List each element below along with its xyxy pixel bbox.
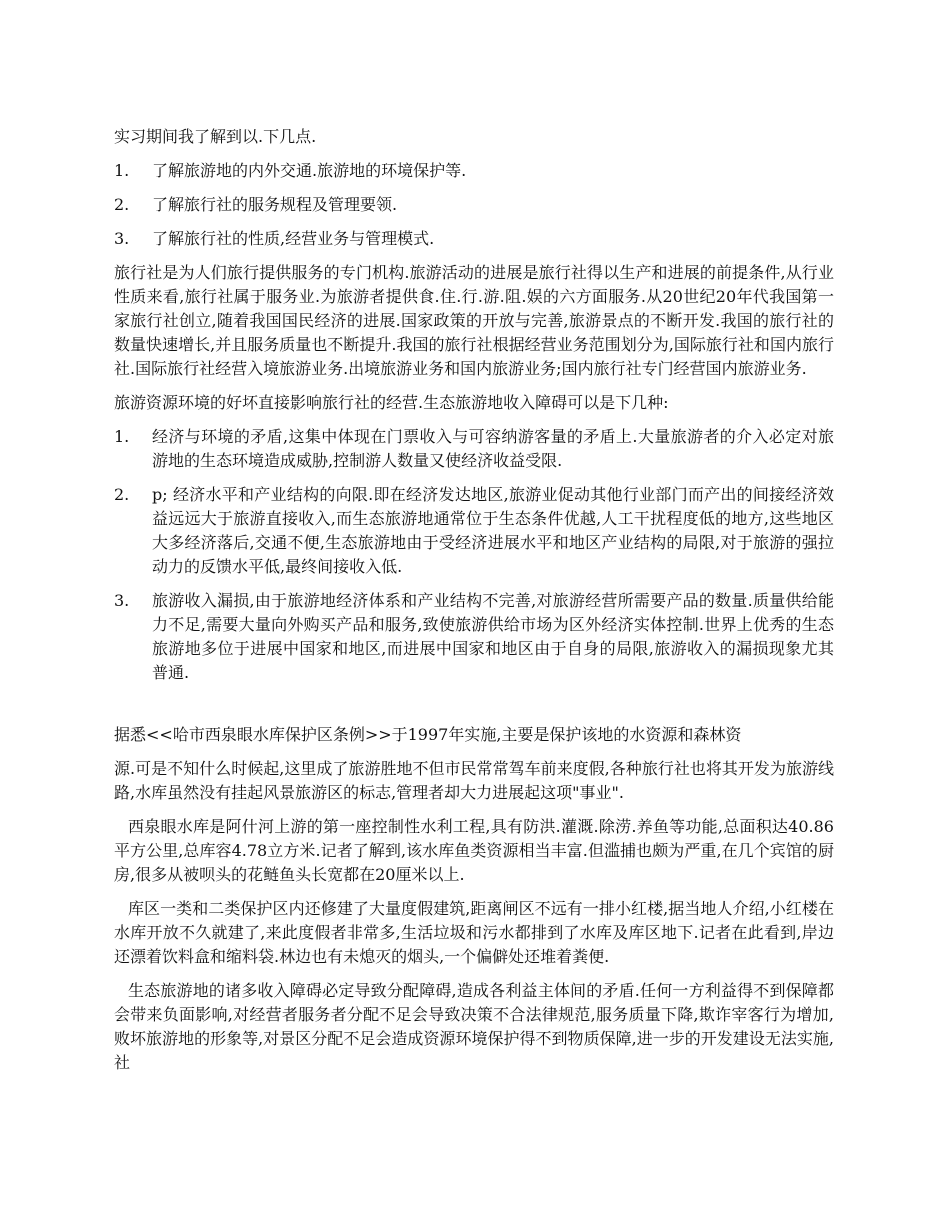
list-item: [114, 227, 834, 251]
list-number: 2.: [114, 485, 130, 504]
intro-paragraph: 实习期间我了解到以.下几点.: [114, 127, 317, 146]
regulation-paragraph: 据悉<<哈市西泉眼水库保护区条例>>于1997年实施,主要是保护该地的水资源和森林资: [114, 725, 742, 744]
list-item: [114, 193, 834, 217]
list-text: 了解旅游地的内外交通.旅游地的环境保护等.: [152, 161, 467, 180]
list-item: [114, 589, 834, 685]
list-number: 3.: [114, 591, 130, 610]
list-text: 经济与环境的矛盾,这集中体现在门票收入与可容纳游客量的矛盾上.大量旅游者的介入必定对旅游地的生态环境造成威胁,控制游人数量又使经济收益受限.: [152, 427, 834, 470]
list-item: [114, 425, 834, 473]
list-text: 了解旅行社的服务规程及管理要领.: [152, 195, 398, 214]
document-body: [114, 125, 834, 1085]
list-number: 2.: [114, 195, 130, 214]
list-text: 了解旅行社的性质,经营业务与管理模式.: [152, 229, 435, 248]
list-number: 3.: [114, 229, 130, 248]
obstacle-list: [114, 425, 834, 685]
list-number: 1.: [114, 161, 130, 180]
section-spacer: [114, 695, 834, 723]
income-paragraph: 生态旅游地的诸多收入障碍必定导致分配障碍,造成各利益主体间的矛盾.任何一方利益得不到保障都会带来负面影响,对经营者服务者分配不足会导致决策不合法律规范,服务质量下降,欺诈宰客行为增加,败坏旅游地的形象等,对景区分配不足会造成资源环境保护得不到物质保障,进一步的开发建设无法实施,社: [114, 981, 834, 1072]
environment-paragraph: 旅游资源环境的好坏直接影响旅行社的经营.生态旅游地收入障碍可以是下几种:: [114, 393, 669, 412]
agency-paragraph: 旅行社是为人们旅行提供服务的专门机构.旅游活动的进展是旅行社得以生产和进展的前提条件,从行业性质来看,旅行社属于服务业.为旅游者提供食.住.行.游.阻.娱的六方面服务.从20世纪20年代我国第一家旅行社创立,随着我国国民经济的进展.国家政策的开放与完善,旅游景点的不断开发.我国的旅行社的数量快速增长,并且服务质量也不断提升.我国的旅行社根据经营业务范围划分为,国际旅行社和国内旅行社.国际旅行社经营入境旅游业务.出境旅游业务和国内旅游业务;国内旅行社专门经营国内旅游业务.: [114, 263, 834, 378]
buildings-paragraph: 库区一类和二类保护区内还修建了大量度假建筑,距离闸区不远有一排小红楼,据当地人介绍,小红楼在水库开放不久就建了,来此度假者非常多,生活垃圾和污水都排到了水库及库区地下.记者在此看到,岸边还漂着饮料盒和缩料袋.林边也有未熄灭的烟头,一个偏僻处还堆着粪便.: [114, 899, 834, 966]
reservoir-paragraph: 西泉眼水库是阿什河上游的第一座控制性水利工程,具有防洪.灌溉.除涝.养鱼等功能,总面积达40.86平方公里,总库容4.78立方米.记者了解到,该水库鱼类资源相当丰富.但滥捕也颇为严重,在几个宾馆的厨房,很多从被呗头的花鲢鱼头长宽都在20厘米以上.: [114, 817, 834, 884]
learning-list: [114, 159, 834, 251]
list-text: p; 经济水平和产业结构的向限.即在经济发达地区,旅游业促动其他行业部门而产出的间接经济效益远远大于旅游直接收入,而生态旅游地通常位于生态条件优越,人工干扰程度低的地方,这些地区大多经济落后,交通不便,生态旅游地由于受经济进展水平和地区产业结构的局限,对于旅游的强拉动力的反馈水平低,最终间接收入低.: [152, 485, 834, 576]
regulation-paragraph-continued: 源.可是不知什么时候起,这里成了旅游胜地不但市民常常驾车前来度假,各种旅行社也将其开发为旅游线路,水库虽然没有挂起风景旅游区的标志,管理者却大力进展起这项"事业".: [114, 759, 834, 802]
list-number: 1.: [114, 427, 130, 446]
list-text: 旅游收入漏损,由于旅游地经济体系和产业结构不完善,对旅游经营所需要产品的数量.质量供给能力不足,需要大量向外购买产品和服务,致使旅游供给市场为区外经济实体控制.世界上优秀的生态旅游地多位于进展中国家和地区,而进展中国家和地区由于自身的局限,旅游收入的漏损现象尤其普通.: [152, 591, 834, 682]
list-item: [114, 483, 834, 579]
list-item: [114, 159, 834, 183]
